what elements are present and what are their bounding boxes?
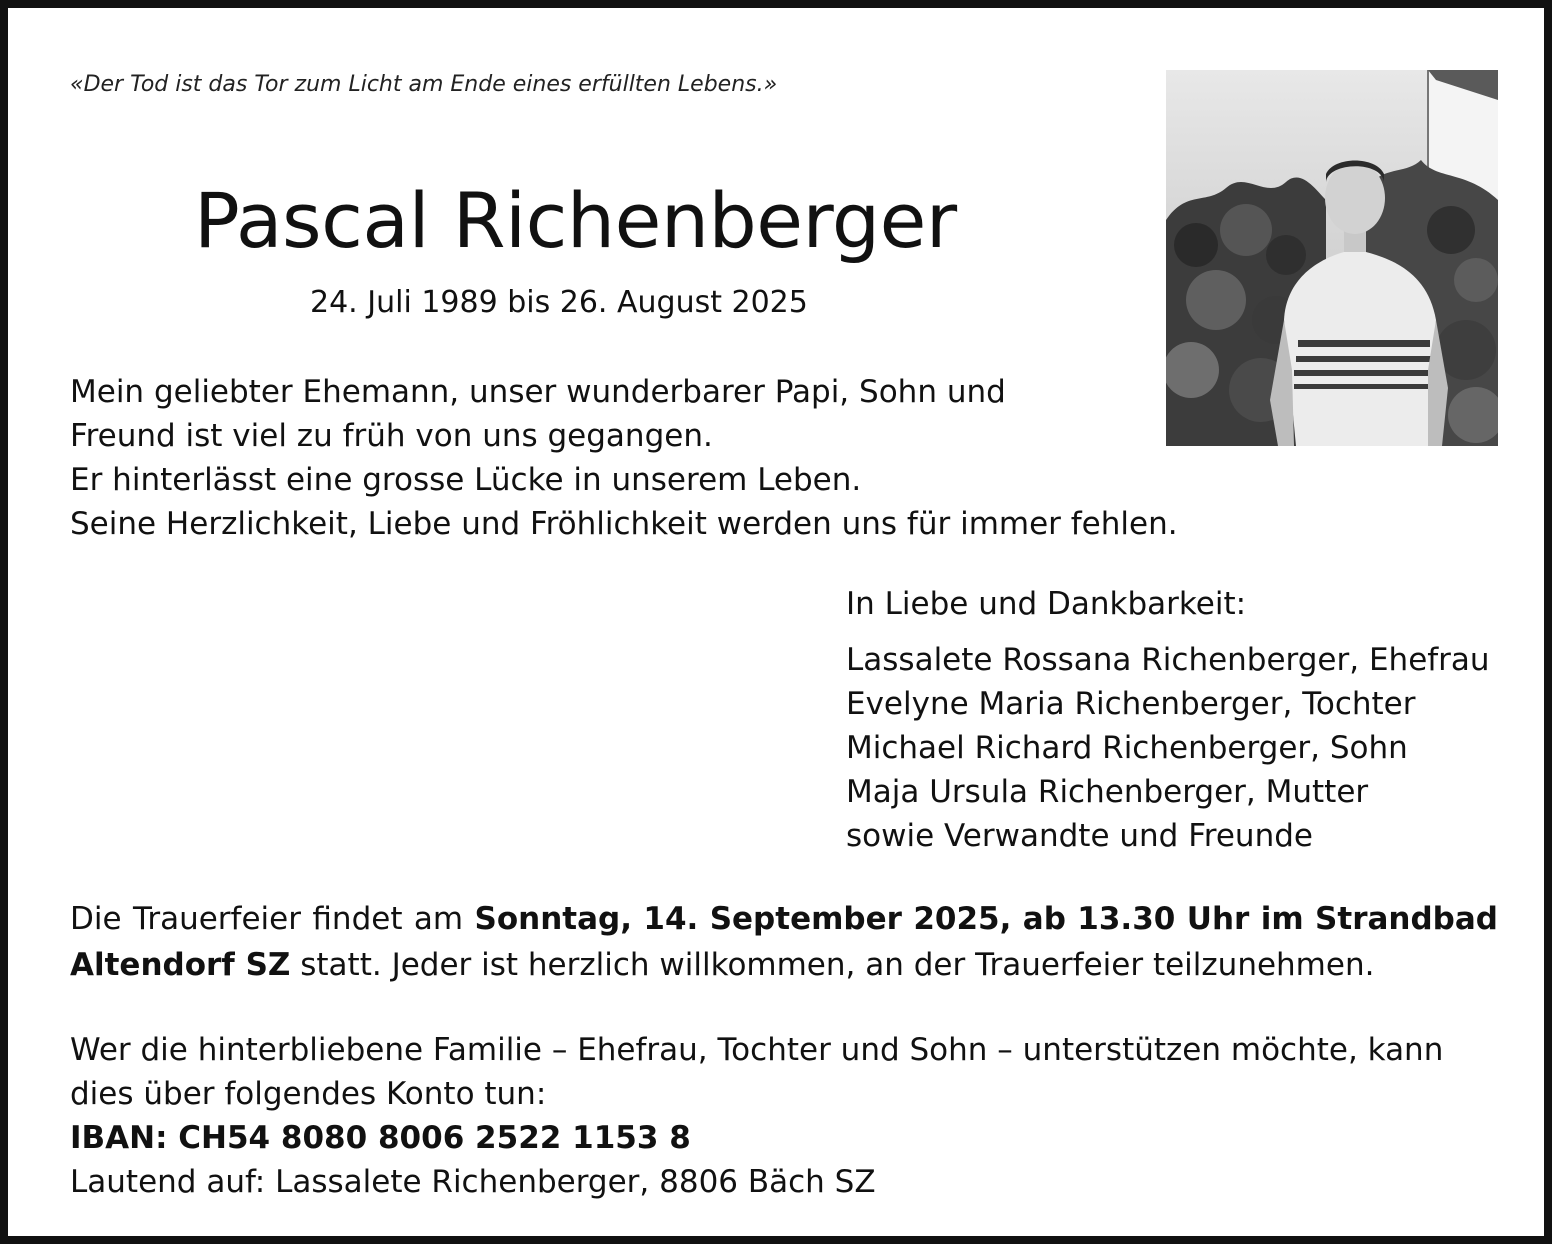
message-line-4: Seine Herzlichkeit, Liebe und Fröhlichkeit werden uns für immer fehlen.: [70, 506, 1178, 542]
thanks-heading: In Liebe und Dankbarkeit:: [846, 586, 1247, 622]
word: Uhr: [1186, 901, 1250, 937]
word: Sohn: [859, 374, 937, 410]
word: 13.30: [1077, 901, 1176, 937]
service-details: statt. Jeder ist herzlich willkommen, an der Trauerfeier teilzunehmen.: [290, 947, 1375, 983]
word: wunderbarer: [566, 374, 765, 410]
message-line-3: Er hinterlässt eine grosse Lücke in unserem Leben.: [70, 462, 862, 498]
word: Sonntag,: [474, 901, 632, 937]
word: September: [709, 901, 902, 937]
family-member: Michael Richard Richenberger, Sohn: [846, 730, 1408, 766]
message: [70, 370, 1178, 546]
word: und: [946, 374, 1006, 410]
support-line-1: Wer die hinterbliebene Familie – Ehefrau, Tochter und Sohn – unterstützen möchte, kann: [70, 1032, 1444, 1068]
funeral-service-notice: [70, 896, 1498, 988]
message-line-1: [70, 370, 1096, 414]
word: Strandbad: [1315, 901, 1498, 937]
word: 2025,: [913, 901, 1012, 937]
life-dates: 24. Juli 1989 bis 26. August 2025: [310, 285, 808, 320]
service-line-1: [70, 896, 1498, 942]
message-line-2: Freund ist viel zu früh von uns gegangen.: [70, 418, 713, 454]
word: Mein: [70, 374, 145, 410]
family-member: Maja Ursula Richenberger, Mutter: [846, 774, 1369, 810]
iban: IBAN: CH54 8080 8006 2522 1153 8: [70, 1120, 691, 1156]
family-list: [846, 638, 1490, 858]
portrait-illustration: [1166, 70, 1498, 446]
portrait-photo: [1166, 70, 1498, 446]
deceased-name: Pascal Richenberger: [194, 176, 957, 265]
word: Die: [70, 901, 122, 937]
account-holder: Lautend auf: Lassalete Richenberger, 8806 Bäch SZ: [70, 1164, 876, 1200]
family-member: Lassalete Rossana Richenberger, Ehefrau: [846, 642, 1490, 678]
word: im: [1260, 901, 1304, 937]
word: 14.: [643, 901, 699, 937]
word: am: [413, 901, 464, 937]
donation-info: [70, 1028, 1443, 1204]
word: geliebter: [153, 374, 293, 410]
word: Trauerfeier: [132, 901, 301, 937]
service-location: Altendorf SZ: [70, 947, 291, 983]
support-line-2: dies über folgendes Konto tun:: [70, 1076, 547, 1112]
service-line-2: [70, 942, 1498, 988]
quote: «Der Tod ist das Tor zum Licht am Ende eines erfüllten Lebens.»: [70, 72, 778, 97]
family-member: Evelyne Maria Richenberger, Tochter: [846, 686, 1416, 722]
family-member: sowie Verwandte und Freunde: [846, 818, 1313, 854]
word: findet: [312, 901, 403, 937]
word: Ehemann,: [302, 374, 460, 410]
word: unser: [469, 374, 557, 410]
word: ab: [1022, 901, 1066, 937]
word: Papi,: [774, 374, 850, 410]
